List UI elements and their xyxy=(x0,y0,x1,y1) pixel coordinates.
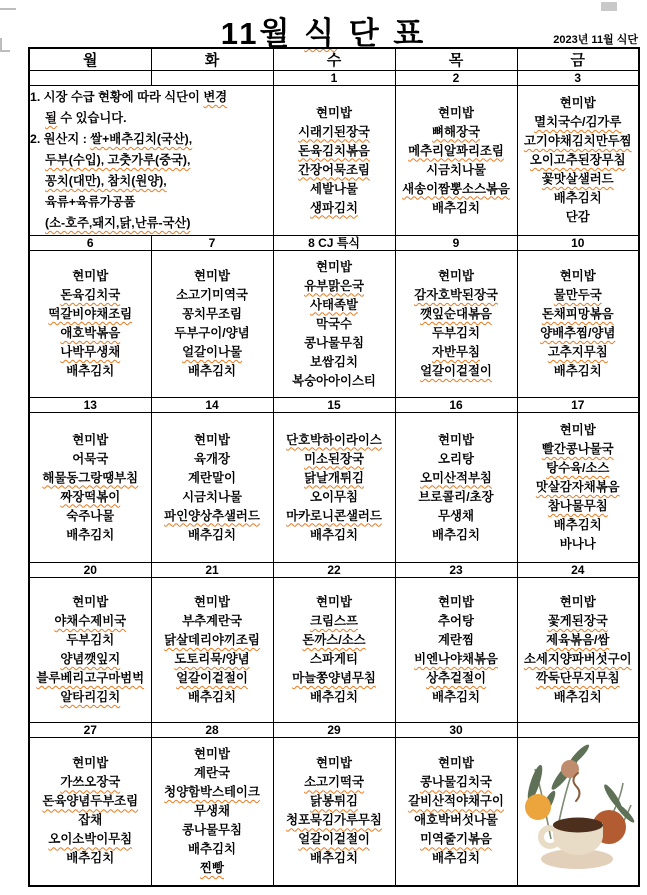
menu-cell xyxy=(395,738,517,886)
menu-item: 현미밥 xyxy=(72,756,109,771)
menu-item: 배추김치 xyxy=(188,690,236,704)
day-header-4: 금 xyxy=(517,48,639,71)
menu-item: 시래기된장국 xyxy=(298,124,370,139)
menu-cell xyxy=(29,738,151,886)
date-cell: 22 xyxy=(273,563,395,578)
note-text: 될 xyxy=(45,111,57,125)
menu-cell xyxy=(151,578,273,723)
day-header-1: 화 xyxy=(151,48,273,71)
menu-item: 오이소박이무침 xyxy=(48,832,133,847)
menu-item: 어묵국 xyxy=(72,451,109,466)
menu-cell xyxy=(273,413,395,563)
menu-item: 미소된장국 xyxy=(304,451,364,466)
menu-item: 현미밥 xyxy=(559,595,596,609)
menu-item: 깍둑단무지무침 xyxy=(535,671,620,685)
origin-notes-cell xyxy=(29,86,273,236)
menu-item: 바나나 xyxy=(559,537,596,551)
menu-cell xyxy=(29,578,151,723)
menu-item: 마카로니콘샐러드 xyxy=(286,508,382,523)
menu-cell xyxy=(29,413,151,563)
menu-cell xyxy=(29,251,151,398)
menu-item: 애호박버섯나물 xyxy=(414,813,498,828)
menu-item: 부추계란국 xyxy=(182,614,242,628)
menu-item: 얼갈이겉절이 xyxy=(176,671,248,685)
menu-item: 복숭아아이스티 xyxy=(292,373,376,388)
menu-item: 현미밥 xyxy=(72,432,109,447)
menu-row xyxy=(29,578,639,723)
page-subtitle: 2023년 11월 식단 xyxy=(553,34,638,46)
menu-item: 야채수제비국 xyxy=(54,614,127,628)
menu-item: 육개장 xyxy=(194,451,230,466)
menu-item: 현미밥 xyxy=(438,595,474,609)
menu-item: 고기야채김치만두찜 xyxy=(523,134,632,148)
date-row xyxy=(29,723,639,738)
day-header-0: 월 xyxy=(29,48,151,71)
menu-item: 맛살감자채볶음 xyxy=(535,480,620,494)
menu-item: 시금치나물 xyxy=(182,489,242,504)
menu-item: 숙주나물 xyxy=(66,508,115,523)
menu-item: 뼈해장국 xyxy=(432,124,480,139)
date-cell: 30 xyxy=(395,723,517,738)
menu-item: 잡채 xyxy=(78,813,103,828)
menu-item: 제육볶음/쌈 xyxy=(546,633,610,647)
note-line xyxy=(30,171,273,192)
menu-item: 배추김치 xyxy=(66,364,115,378)
menu-item: 닭날개튀김 xyxy=(304,470,364,485)
menu-item: 배추김치 xyxy=(188,364,236,378)
menu-item: 꽃게된장국 xyxy=(547,614,608,628)
menu-cell xyxy=(151,738,273,886)
menu-cell xyxy=(517,86,639,236)
menu-item: 청포묵김가루무침 xyxy=(286,813,382,828)
menu-item: 현미밥 xyxy=(316,595,352,609)
menu-item: 배추김치 xyxy=(553,690,602,704)
menu-item: 현미밥 xyxy=(559,269,596,283)
note-text: (소-호주,돼지,닭,난류-국산) xyxy=(45,216,191,230)
menu-item: 오미산적부침 xyxy=(420,470,492,485)
menu-item: 배추김치 xyxy=(310,690,358,704)
menu-item: 찐빵 xyxy=(200,860,224,875)
menu-item: 탕수육/소스 xyxy=(546,461,610,475)
menu-item: 고추지무침 xyxy=(547,345,608,359)
menu-item: 배추김치 xyxy=(432,527,480,542)
coffee-cup-icon xyxy=(521,739,635,879)
note-text: 1. 시장 수급 현황에 따라 식단이 xyxy=(30,90,204,104)
date-cell: 21 xyxy=(151,563,273,578)
menu-item: 배추김치 xyxy=(66,527,115,542)
menu-cell xyxy=(395,578,517,723)
day-header-2: 수 xyxy=(273,48,395,71)
menu-item: 현미밥 xyxy=(194,269,230,283)
menu-item: 현미밥 xyxy=(316,105,352,120)
menu-item: 배추김치 xyxy=(432,851,480,866)
menu-item: 두부구이/양념 xyxy=(174,326,250,340)
menu-item: 얼갈이겉절이 xyxy=(298,832,370,847)
menu-item: 두부김치 xyxy=(66,633,115,647)
note-line xyxy=(30,192,273,213)
menu-cell xyxy=(273,578,395,723)
note-line xyxy=(30,129,273,150)
menu-row xyxy=(29,413,639,563)
menu-item: 비엔나야채볶음 xyxy=(414,652,498,666)
date-cell: 6 xyxy=(29,236,151,251)
note-text: 2. 원산지 : xyxy=(30,132,91,146)
menu-item: 세발나물 xyxy=(310,181,358,196)
menu-row xyxy=(29,86,639,236)
date-cell: 15 xyxy=(273,398,395,413)
menu-item: 배추김치 xyxy=(553,518,602,532)
menu-item: 단호박하이라이스 xyxy=(286,432,382,447)
note-text: 육류+육류가공품 xyxy=(45,195,136,209)
menu-item: 오이고추된장무침 xyxy=(529,153,626,167)
menu-item: 새송이짬뽕소스볶음 xyxy=(402,181,510,196)
menu-item: 멸치국수/김가루 xyxy=(534,115,622,129)
date-row xyxy=(29,71,639,86)
date-cell: 2 xyxy=(395,71,517,86)
date-cell: 27 xyxy=(29,723,151,738)
menu-item: 나박무생채 xyxy=(60,345,121,359)
menu-item: 빨간콩나물국 xyxy=(541,442,614,456)
menu-item: 알타리김치 xyxy=(60,690,121,704)
menu-item: 배추김치 xyxy=(188,527,236,542)
menu-item: 양배추찜/양념 xyxy=(540,326,616,340)
menu-item: 현미밥 xyxy=(559,96,596,110)
day-header-3: 목 xyxy=(395,48,517,71)
menu-item: 참나물무침 xyxy=(547,499,608,513)
menu-item: 깻잎순대볶음 xyxy=(420,307,492,321)
menu-row xyxy=(29,738,639,886)
note-text: 꽁치(대만), 참치(원양), xyxy=(45,174,167,188)
menu-cell xyxy=(517,578,639,723)
menu-item: 두부김치 xyxy=(432,326,480,340)
menu-item: 얼갈이나물 xyxy=(182,345,242,359)
menu-item: 계란국 xyxy=(194,765,230,780)
note-text: 두부(수입), 고춧가루(중국), xyxy=(45,153,191,167)
menu-item: 돈육양념두부조림 xyxy=(42,794,139,809)
menu-item: 현미밥 xyxy=(559,423,596,437)
menu-item: 도토리묵/양념 xyxy=(174,652,250,666)
date-row xyxy=(29,563,639,578)
menu-item: 현미밥 xyxy=(72,595,109,609)
menu-cell xyxy=(517,251,639,398)
menu-item: 배추김치 xyxy=(188,841,236,856)
menu-item: 콩나물김치국 xyxy=(420,775,492,790)
menu-item: 떡갈비야채조림 xyxy=(48,307,133,321)
menu-item: 시금치나물 xyxy=(426,162,486,177)
menu-item: 마늘쫑양념무침 xyxy=(292,671,376,685)
menu-item: 얼갈이겉절이 xyxy=(420,364,492,378)
menu-item: 간장어묵조림 xyxy=(298,162,370,177)
menu-item: 막국수 xyxy=(316,316,352,331)
date-cell: 3 xyxy=(517,71,639,86)
date-row xyxy=(29,236,639,251)
menu-item: 현미밥 xyxy=(438,432,474,447)
note-line xyxy=(30,108,273,129)
date-cell: 7 xyxy=(151,236,273,251)
menu-item: 배추김치 xyxy=(66,851,115,866)
menu-item: 자반무침 xyxy=(432,345,480,359)
date-cell: 23 xyxy=(395,563,517,578)
menu-item: 양념깻잎지 xyxy=(60,652,121,666)
title-text: 단 표 xyxy=(337,16,427,51)
menu-item: 추어탕 xyxy=(438,614,474,628)
date-cell: 10 xyxy=(517,236,639,251)
menu-item: 브로콜리/초장 xyxy=(418,489,494,504)
menu-item: 애호박볶음 xyxy=(60,326,121,340)
menu-cell xyxy=(395,413,517,563)
menu-item: 현미밥 xyxy=(438,269,474,283)
menu-item: 소고기떡국 xyxy=(304,775,364,790)
menu-item: 꽁치무조림 xyxy=(182,307,242,321)
menu-cell xyxy=(273,86,395,236)
menu-item: 배추김치 xyxy=(432,200,480,215)
menu-item: 배추김치 xyxy=(310,851,358,866)
menu-item: 상추겉절이 xyxy=(426,671,486,685)
menu-item: 현미밥 xyxy=(194,432,230,447)
date-cell: 8 CJ 특식 xyxy=(273,236,395,251)
menu-item: 보쌈김치 xyxy=(310,354,358,369)
menu-row xyxy=(29,251,639,398)
menu-item: 유부맑은국 xyxy=(304,278,364,293)
menu-item: 생파김치 xyxy=(310,200,358,215)
menu-item: 계란찜 xyxy=(438,633,474,647)
menu-item: 돈채피망볶음 xyxy=(541,307,614,321)
menu-cell xyxy=(273,251,395,398)
date-cell xyxy=(151,71,273,86)
menu-item: 파인양상추샐러드 xyxy=(164,508,260,523)
menu-item: 콩나물무침 xyxy=(182,822,242,837)
note-text: 쌀+배추김치(국산), xyxy=(90,132,193,146)
date-cell: 20 xyxy=(29,563,151,578)
date-cell: 1 xyxy=(273,71,395,86)
menu-item: 크림스프 xyxy=(310,614,358,628)
menu-cell xyxy=(151,251,273,398)
menu-item: 배추김치 xyxy=(310,527,358,542)
menu-item: 스파게티 xyxy=(310,652,358,666)
menu-item: 콩나물무침 xyxy=(304,335,364,350)
menu-item: 단감 xyxy=(565,210,590,224)
menu-item: 청양함박스테이크 xyxy=(164,784,260,799)
note-line xyxy=(30,213,273,234)
menu-item: 닭봉튀김 xyxy=(310,794,358,809)
menu-item: 배추김치 xyxy=(553,191,602,205)
menu-cell xyxy=(151,413,273,563)
menu-item: 가쓰오장국 xyxy=(60,775,121,790)
day-header-row xyxy=(29,48,639,71)
note-text: 수 있습니다. xyxy=(56,111,127,125)
menu-item: 짜장떡볶이 xyxy=(60,489,121,504)
menu-cell xyxy=(395,86,517,236)
menu-item: 현미밥 xyxy=(316,756,352,771)
menu-item: 현미밥 xyxy=(72,269,109,283)
note-line xyxy=(30,150,273,171)
date-cell xyxy=(29,71,151,86)
title-text: 11월 xyxy=(220,16,305,51)
menu-cell xyxy=(517,413,639,563)
menu-item: 미역줄기볶음 xyxy=(420,832,492,847)
coffee-cup-illustration xyxy=(521,739,635,884)
menu-item: 닭살데리야끼조림 xyxy=(164,633,260,647)
coffee-cell xyxy=(517,738,639,886)
menu-item: 사태족발 xyxy=(310,297,358,312)
date-cell: 29 xyxy=(273,723,395,738)
menu-item: 오리탕 xyxy=(438,451,474,466)
menu-item: 배추김치 xyxy=(432,690,480,704)
menu-item: 돈까스/소스 xyxy=(302,633,366,647)
date-row xyxy=(29,398,639,413)
note-line xyxy=(30,87,273,108)
menu-item: 물만두국 xyxy=(553,288,602,302)
menu-item: 현미밥 xyxy=(438,105,474,120)
menu-item: 블루베리고구마범벅 xyxy=(36,671,145,685)
menu-item: 갈비산적야채구이 xyxy=(408,794,504,809)
menu-item: 돈육김치볶음 xyxy=(298,143,370,158)
menu-item: 메추리알꽈리조림 xyxy=(408,143,504,158)
title-text-underlined: 식 xyxy=(304,16,338,51)
note-text: 변경 xyxy=(203,90,228,104)
menu-table xyxy=(28,47,640,887)
menu-item: 현미밥 xyxy=(194,595,230,609)
menu-item: 소세지양파버섯구이 xyxy=(523,652,632,666)
date-cell: 28 xyxy=(151,723,273,738)
menu-item: 현미밥 xyxy=(194,746,230,761)
menu-item: 무생채 xyxy=(194,803,230,818)
menu-item: 소고기미역국 xyxy=(176,288,248,302)
date-cell: 13 xyxy=(29,398,151,413)
date-cell: 14 xyxy=(151,398,273,413)
menu-item: 계란말이 xyxy=(188,470,236,485)
menu-cell xyxy=(395,251,517,398)
date-cell: 9 xyxy=(395,236,517,251)
date-cell: 17 xyxy=(517,398,639,413)
menu-item: 해물동그랑땡부침 xyxy=(42,470,139,485)
menu-item: 현미밥 xyxy=(438,756,474,771)
menu-item: 무생채 xyxy=(438,508,474,523)
menu-item: 감자호박된장국 xyxy=(414,288,498,302)
menu-item: 돈육김치국 xyxy=(60,288,121,302)
menu-item: 오이무침 xyxy=(310,489,358,504)
menu-item: 꽃맛살샐러드 xyxy=(541,172,614,186)
menu-item: 현미밥 xyxy=(316,259,352,274)
date-cell xyxy=(517,723,639,738)
date-cell: 16 xyxy=(395,398,517,413)
menu-item: 배추김치 xyxy=(553,364,602,378)
menu-cell xyxy=(273,738,395,886)
date-cell: 24 xyxy=(517,563,639,578)
